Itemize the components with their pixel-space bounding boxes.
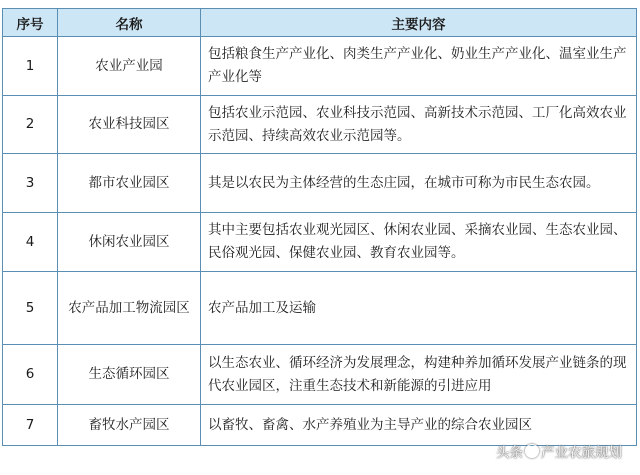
row-number: 7 bbox=[3, 405, 58, 446]
header-main-content: 主要内容 bbox=[201, 9, 637, 37]
row-content: 其是以农民为主体经营的生态庄园，在城市可称为市民生态农园。 bbox=[201, 154, 637, 213]
row-name: 农业科技园区 bbox=[58, 96, 201, 154]
table-row bbox=[3, 154, 637, 213]
table-row bbox=[3, 213, 637, 272]
table-header-row bbox=[3, 9, 637, 37]
row-content: 农产品加工及运输 bbox=[201, 272, 637, 345]
table-row bbox=[3, 272, 637, 345]
table-row bbox=[3, 405, 637, 446]
watermark-prefix: 头条 bbox=[496, 445, 523, 461]
row-name: 都市农业园区 bbox=[58, 154, 201, 213]
header-serial-number: 序号 bbox=[3, 9, 58, 37]
row-number: 6 bbox=[3, 345, 58, 405]
table-row bbox=[3, 96, 637, 154]
row-name: 生态循环园区 bbox=[58, 345, 201, 405]
row-name: 畜牧水产园区 bbox=[58, 405, 201, 446]
row-number: 4 bbox=[3, 213, 58, 272]
row-number: 2 bbox=[3, 96, 58, 154]
header-name: 名称 bbox=[58, 9, 201, 37]
park-types-table bbox=[2, 8, 637, 446]
row-number: 1 bbox=[3, 37, 58, 96]
row-content: 以生态农业、循环经济为发展理念，构建种养加循环发展产业链条的现代农业园区，注重生态技术和新能源的引进应用 bbox=[201, 345, 637, 405]
row-content: 包括粮食生产产业化、肉类生产产业化、奶业生产产业化、温室业生产产业化等 bbox=[201, 37, 637, 96]
row-number: 3 bbox=[3, 154, 58, 213]
content-table-container bbox=[2, 8, 636, 446]
at-icon bbox=[525, 444, 539, 458]
row-number: 5 bbox=[3, 272, 58, 345]
table-row bbox=[3, 37, 637, 96]
watermark-text: 产业农旅规划 bbox=[541, 445, 622, 461]
row-name: 休闲农业园区 bbox=[58, 213, 201, 272]
row-content: 其中主要包括农业观光园区、休闲农业园、采摘农业园、生态农业园、民俗观光园、保健农业园、教育农业园等。 bbox=[201, 213, 637, 272]
row-content: 以畜牧、畜禽、水产养殖业为主导产业的综合农业园区 bbox=[201, 405, 637, 446]
watermark bbox=[496, 441, 622, 461]
row-name: 农业产业园 bbox=[58, 37, 201, 96]
row-name: 农产品加工物流园区 bbox=[58, 272, 201, 345]
row-content: 包括农业示范园、农业科技示范园、高新技术示范园、工厂化高效农业示范园、持续高效农业示范园等。 bbox=[201, 96, 637, 154]
table-row bbox=[3, 345, 637, 405]
